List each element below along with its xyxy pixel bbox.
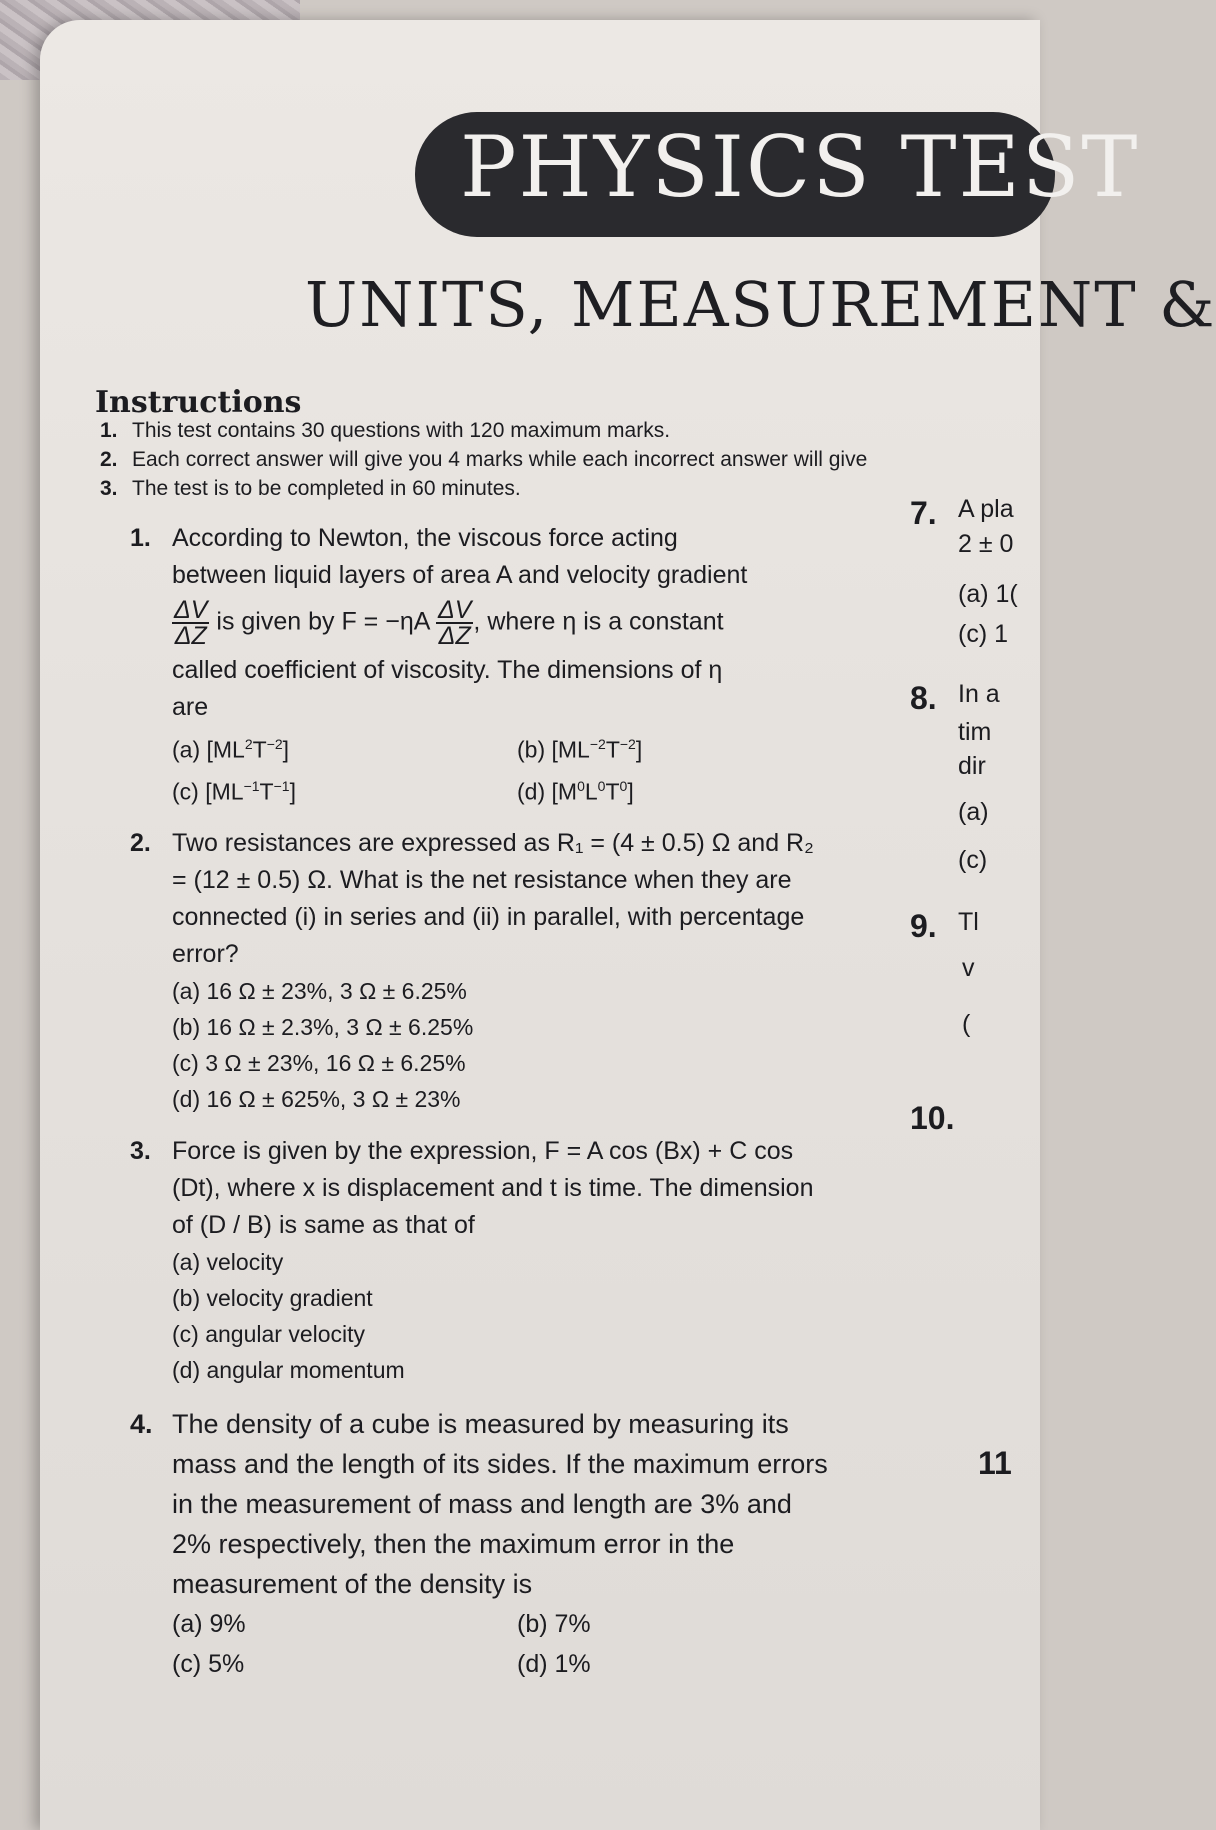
- question-stem-fragment: v: [962, 954, 975, 982]
- option-fragment[interactable]: (: [962, 1010, 971, 1038]
- stem-line: are: [172, 693, 209, 721]
- question-1: [130, 520, 830, 809]
- fraction-numerator: ΔV: [437, 596, 472, 624]
- page-subtitle: UNITS, MEASUREMENT &: [305, 268, 1216, 341]
- question-stem-fragment: Tl: [958, 908, 979, 936]
- stem-line: [172, 598, 830, 648]
- option-c[interactable]: (c) 3 Ω ± 23%, 16 Ω ± 6.25%: [172, 1050, 466, 1077]
- instruction-text: The test is to be completed in 60 minutes.: [132, 477, 521, 500]
- options: [172, 1604, 830, 1684]
- option-a[interactable]: (a) 9%: [172, 1610, 246, 1639]
- option-a[interactable]: (a) 16 Ω ± 23%, 3 Ω ± 6.25%: [172, 978, 467, 1005]
- stem-line: called coefficient of viscosity. The dimensions of η: [172, 656, 723, 684]
- page-title: PHYSICS TEST: [460, 118, 1140, 216]
- instruction-number: 3.: [100, 477, 118, 500]
- option-fragment[interactable]: (c): [958, 846, 988, 874]
- question-stem-fragment: In a: [958, 680, 1000, 708]
- option-a[interactable]: (a) velocity: [172, 1249, 284, 1276]
- question-number: 8.: [910, 680, 937, 716]
- question-stem: Force is given by the expression, F = A cos (Bx) + C cos (Dt), where x is displacement and t is time. The dimension of (D / B) is same as that of: [172, 1137, 814, 1240]
- question-number: 9.: [910, 908, 937, 944]
- instruction-item: [100, 474, 867, 503]
- question-number: 10.: [910, 1100, 955, 1136]
- question-stem: Two resistances are expressed as R₁ = (4 ± 0.5) Ω and R₂ = (12 ± 0.5) Ω. What is the net resistance when they are connected (i) in series and (ii) in parallel, with percentage error?: [172, 829, 814, 969]
- questions-column: [130, 520, 830, 1700]
- question-stem: [172, 520, 830, 726]
- instructions-list: [100, 416, 867, 503]
- option-d[interactable]: (d) $[M^0L^0T^0]$: [517, 777, 634, 805]
- option-fragment[interactable]: (a): [958, 798, 989, 826]
- instruction-number: 1.: [100, 419, 118, 442]
- options: [172, 726, 830, 809]
- option-d[interactable]: (d) angular momentum: [172, 1357, 405, 1384]
- option-a[interactable]: (a) $[ML^2T^{-2}]$: [172, 736, 290, 763]
- option-d[interactable]: (d) 16 Ω ± 625%, 3 Ω ± 23%: [172, 1086, 461, 1113]
- option-c[interactable]: (c) $[ML^{-1}T^{-1}]$: [172, 777, 296, 805]
- option-fragment[interactable]: (a) 1(: [958, 580, 1018, 608]
- question-stem-fragment: A pla: [958, 495, 1014, 523]
- instruction-text: This test contains 30 questions with 120 maximum marks.: [132, 419, 671, 442]
- stem-text: is given by F = −ηA: [209, 607, 436, 636]
- stem-text: , where η is a constant: [473, 607, 724, 636]
- option-fragment[interactable]: (c) 1: [958, 620, 1008, 648]
- instruction-text: Each correct answer will give you 4 marks while each incorrect answer will give: [132, 448, 868, 471]
- stem-line: According to Newton, the viscous force acting: [172, 524, 678, 552]
- option-c[interactable]: (c) angular velocity: [172, 1321, 366, 1348]
- stem-line: between liquid layers of area A and velocity gradient: [172, 561, 748, 589]
- question-2: [130, 825, 830, 1117]
- instruction-item: [100, 445, 867, 474]
- option-b[interactable]: (b) $[ML^{-2}T^{-2}]$: [517, 736, 643, 763]
- question-stem-fragment: tim: [958, 718, 992, 746]
- instruction-item: [100, 416, 867, 445]
- question-stem-fragment: 2 ± 0: [958, 530, 1014, 558]
- options: [172, 1244, 830, 1388]
- instruction-number: 2.: [100, 448, 118, 471]
- instructions-heading: Instructions: [95, 385, 302, 420]
- velocity-gradient-fraction: [172, 598, 209, 648]
- fraction-denominator: ΔZ: [174, 622, 207, 650]
- question-stem-fragment: dir: [958, 752, 986, 780]
- option-b[interactable]: (b) 16 Ω ± 2.3%, 3 Ω ± 6.25%: [172, 1014, 474, 1041]
- fraction-numerator: ΔV: [174, 596, 208, 624]
- fraction-denominator: ΔZ: [438, 622, 471, 650]
- question-number: 1.: [130, 524, 151, 552]
- option-b[interactable]: (b) 7%: [517, 1610, 591, 1639]
- option-c[interactable]: (c) 5%: [172, 1650, 245, 1679]
- option-d[interactable]: (d) 1%: [517, 1650, 591, 1679]
- question-4: [130, 1404, 830, 1684]
- velocity-gradient-fraction: [436, 598, 473, 648]
- question-stem: The density of a cube is measured by measuring its mass and the length of its sides. If the maximum errors in the measurement of mass and length are 3% and 2% respectively, then the maximum error in the measurement of the density is: [172, 1409, 828, 1600]
- question-number: 11: [978, 1445, 1012, 1481]
- options: [172, 973, 830, 1117]
- question-number: 2.: [130, 829, 151, 858]
- question-number: 7.: [910, 495, 937, 531]
- question-number: 3.: [130, 1137, 151, 1166]
- question-number: 4.: [130, 1409, 153, 1440]
- question-3: [130, 1133, 830, 1388]
- option-b[interactable]: (b) velocity gradient: [172, 1285, 373, 1312]
